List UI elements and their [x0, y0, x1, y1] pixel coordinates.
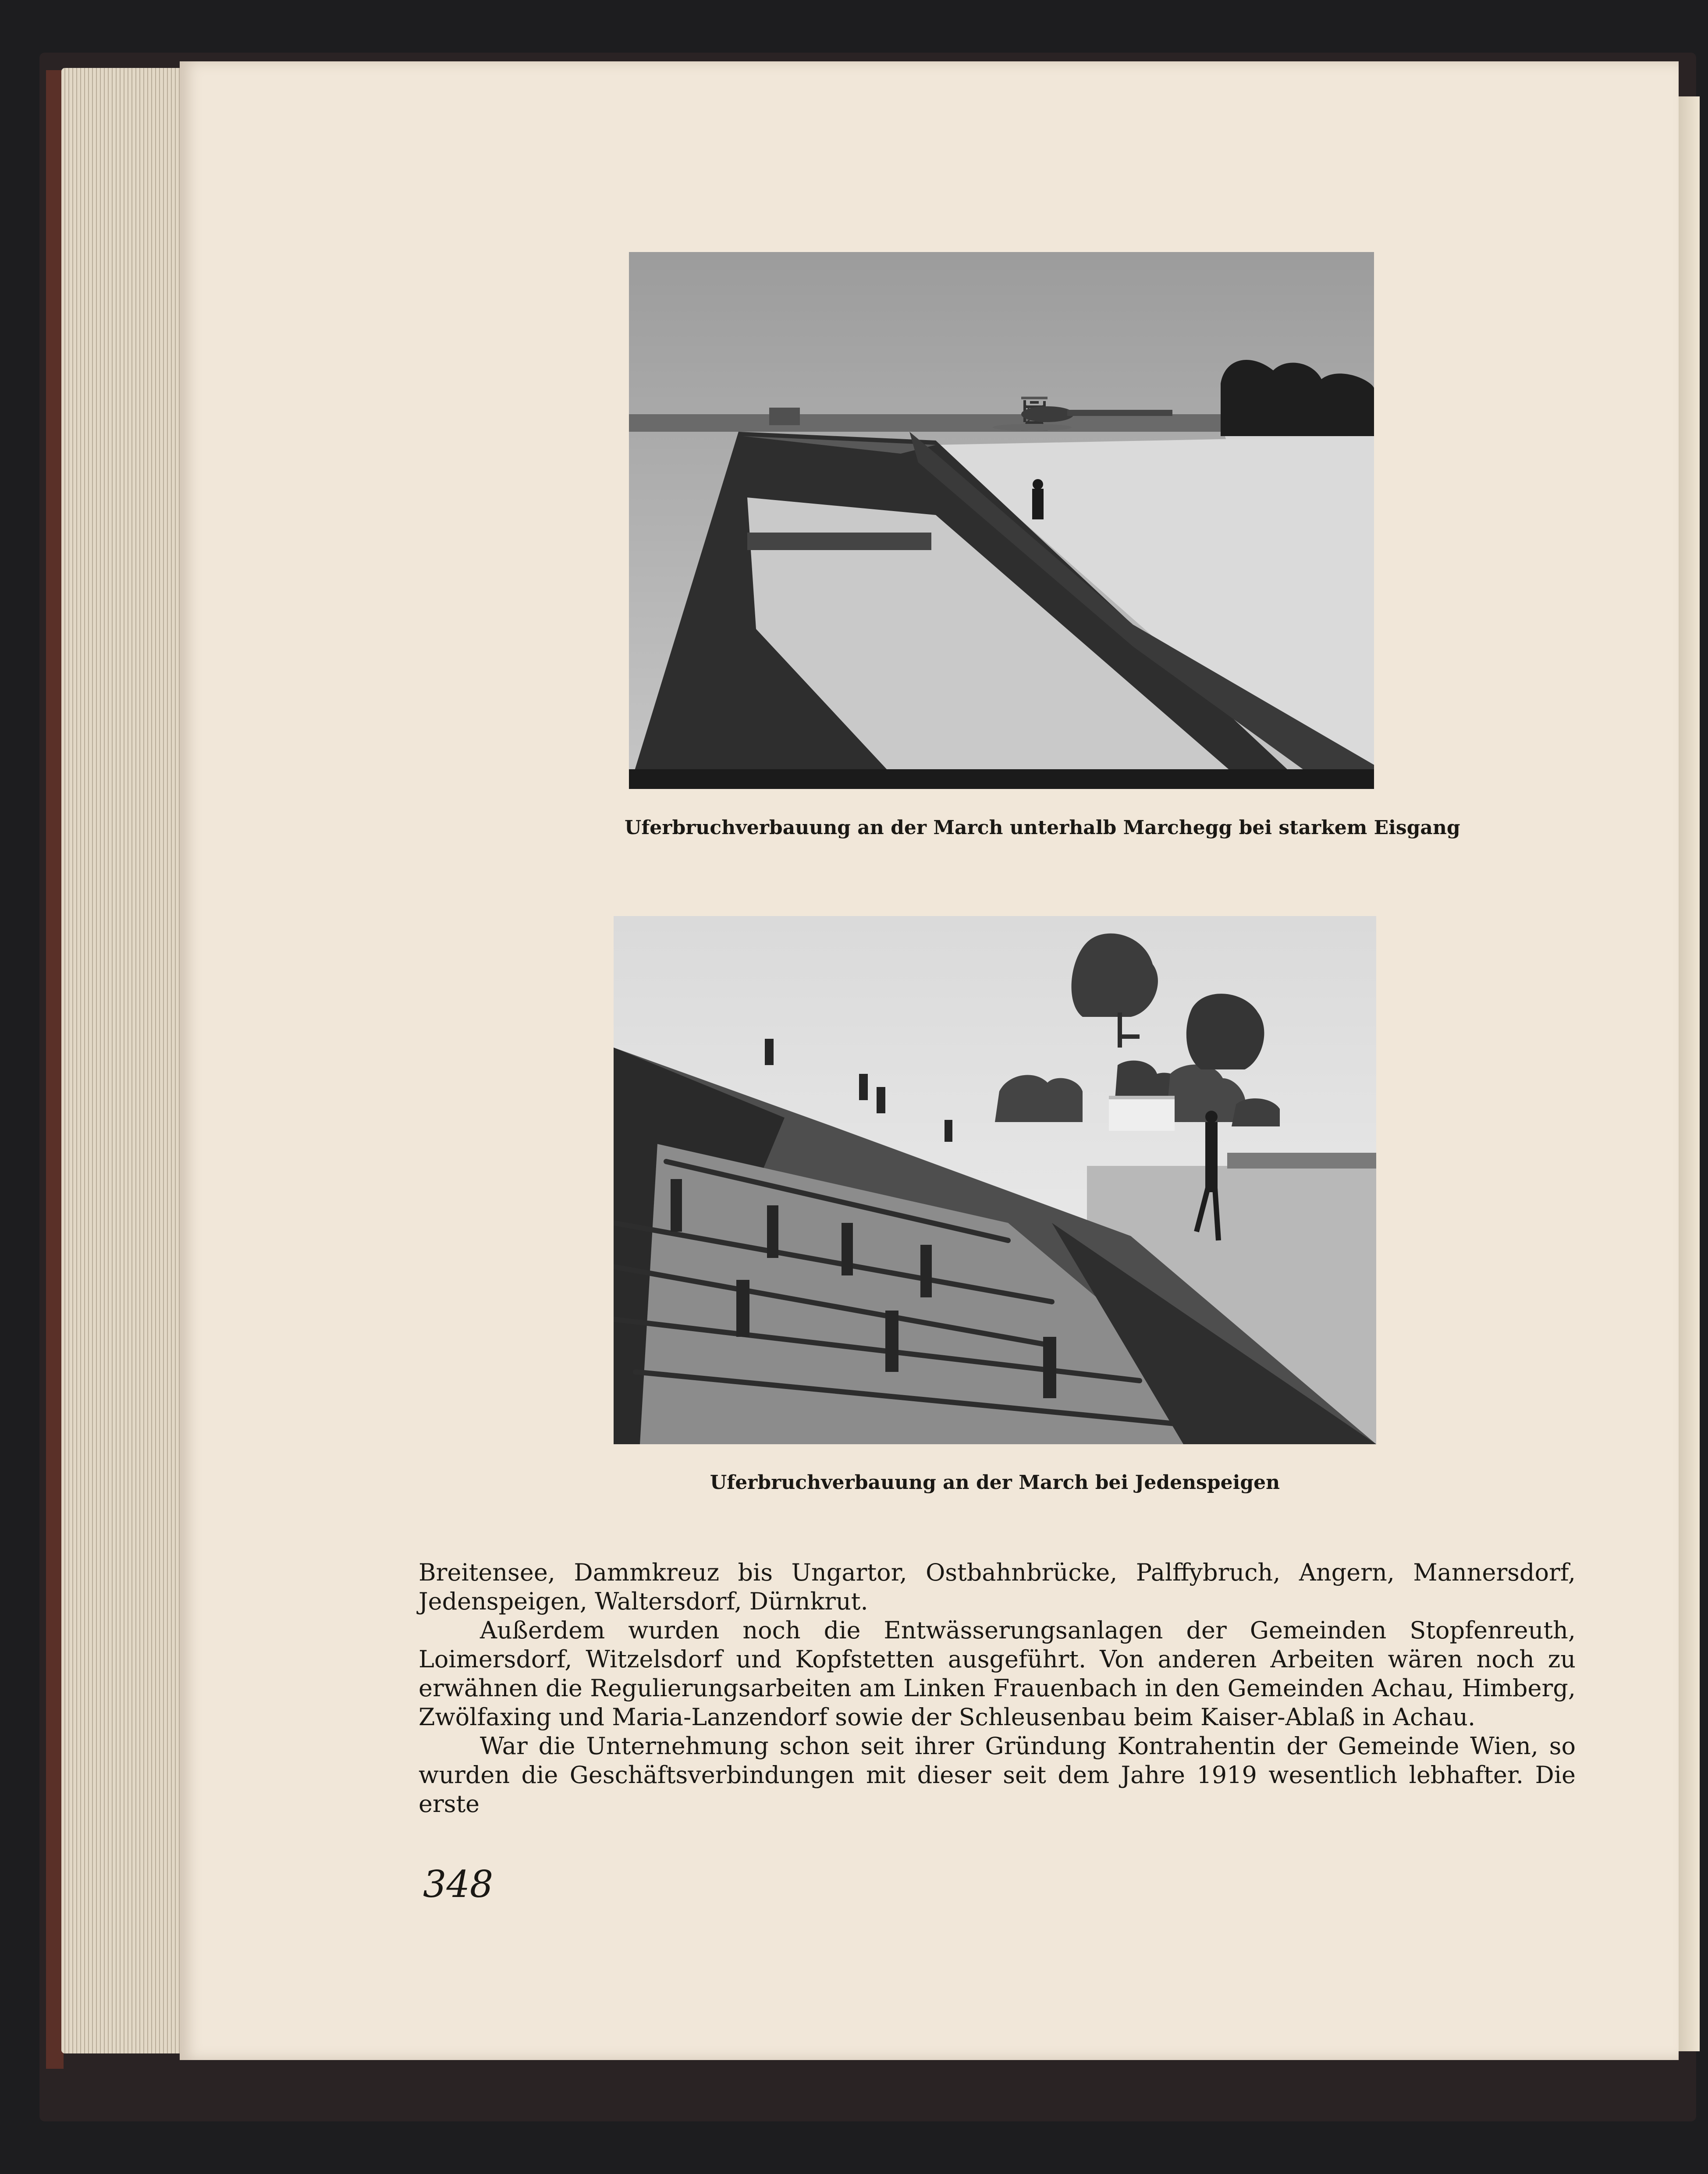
photo-riverbank-fence-graphic — [614, 916, 1376, 1444]
page-number: 348 — [423, 1863, 494, 1906]
paragraph-2: Außerdem wurden noch die Entwässerungsanlagen der Gemeinden Stopfenreuth, Loimersdorf, Witzelsdorf und Kopfstetten ausgeführt. Von anderen Arbeiten wären noch zu erwähnen die Regulierungsarbeiten am Linken Frauenbach in den Gemeinden Achau, Himberg, Zwölfaxing und Maria-Lanzendorf sowie der Schleusenbau beim Kaiser-Ablaß in Achau. — [419, 1616, 1576, 1731]
body-text — [419, 1558, 1576, 1819]
paragraph-3: War die Unternehmung schon seit ihrer Gründung Kontrahentin der Gemeinde Wien, so wurden die Geschäftsverbindungen mit dieser seit dem Jahre 1919 wesentlich lebhafter. Die erste — [419, 1732, 1576, 1818]
book-spine-edge — [46, 70, 64, 2069]
photo1-caption: Uferbruchverbauung an der March unterhalb Marchegg bei starkem Eisgang — [625, 817, 1460, 839]
paragraph-1: Breitensee, Dammkreuz bis Ungartor, Ostbahnbrücke, Palffybruch, Angern, Mannersdorf, Jedenspeigen, Waltersdorf, Dürnkrut. — [419, 1559, 1576, 1615]
photo-riverbank-fence — [614, 916, 1376, 1444]
photo-river-ice-graphic — [629, 252, 1374, 789]
photo2-caption: Uferbruchverbauung an der March bei Jedenspeigen — [710, 1471, 1280, 1494]
photo-river-ice — [629, 252, 1374, 789]
page-stack-edge — [61, 68, 188, 2053]
page-right-edge — [1679, 96, 1700, 2051]
